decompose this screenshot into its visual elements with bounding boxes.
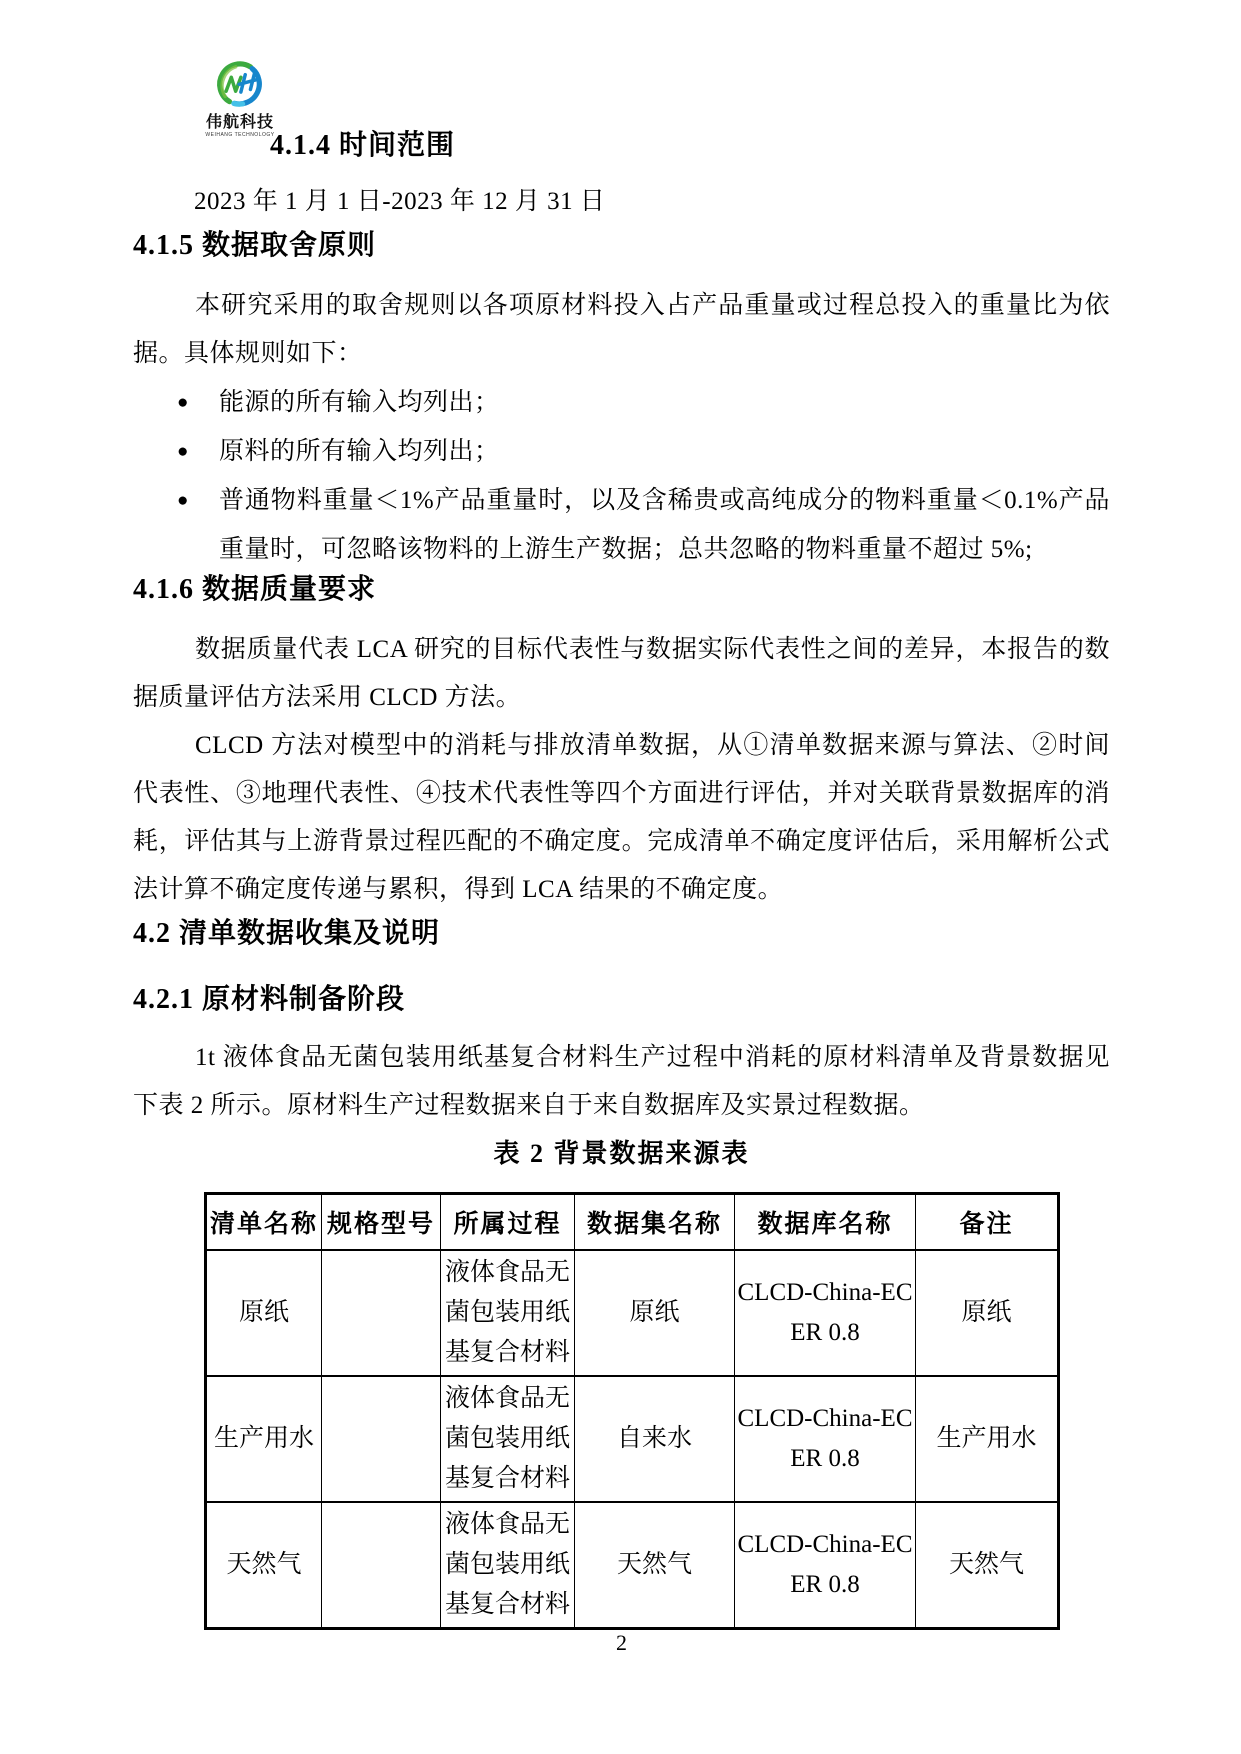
table-cell: CLCD-China-ECER 0.8 <box>735 1250 916 1376</box>
table-header-row <box>206 1194 1059 1251</box>
column-header: 所属过程 <box>441 1194 575 1251</box>
table-cell: 天然气 <box>916 1502 1059 1629</box>
table-cell: 原纸 <box>916 1250 1059 1376</box>
paragraph-cutoff-rules: 本研究采用的取舍规则以各项原材料投入占产品重量或过程总投入的重量比为依据。具体规则如下： <box>133 292 1110 367</box>
table-cell <box>322 1376 441 1502</box>
bullet-icon: ● <box>177 490 189 511</box>
list-item <box>133 476 1110 574</box>
weihang-logo-icon <box>213 58 267 114</box>
column-header: 数据库名称 <box>735 1194 916 1251</box>
section-heading-4-2-1: 4.2.1 原材料制备阶段 <box>133 984 406 1015</box>
table-cell: CLCD-China-ECER 0.8 <box>735 1502 916 1629</box>
cutoff-rules-list <box>133 378 1110 574</box>
column-header: 清单名称 <box>206 1194 322 1251</box>
bullet-icon: ● <box>177 392 189 413</box>
table-row <box>206 1502 1059 1629</box>
section-heading-4-1-4: 4.1.4 时间范围 <box>270 130 456 161</box>
table-cell: 天然气 <box>206 1502 322 1629</box>
table-row <box>206 1250 1059 1376</box>
list-item <box>133 427 1110 476</box>
column-header: 数据集名称 <box>575 1194 735 1251</box>
company-logo <box>194 58 286 139</box>
section-heading-4-1-6: 4.1.6 数据质量要求 <box>133 574 377 605</box>
table-cell: 天然气 <box>575 1502 735 1629</box>
column-header: 备注 <box>916 1194 1059 1251</box>
table-cell: 生产用水 <box>206 1376 322 1502</box>
date-range-text: 2023 年 1 月 1 日-2023 年 12 月 31 日 <box>194 188 606 215</box>
list-item-text: 原料的所有输入均列出； <box>219 438 500 465</box>
table-cell <box>322 1502 441 1629</box>
section-heading-4-1-5: 4.1.5 数据取舍原则 <box>133 230 377 261</box>
table-cell: CLCD-China-ECER 0.8 <box>735 1376 916 1502</box>
list-item-text: 能源的所有输入均列出； <box>219 389 500 416</box>
table-cell <box>322 1250 441 1376</box>
paragraph-data-quality-2: CLCD 方法对模型中的消耗与排放清单数据，从①清单数据来源与算法、②时间代表性、③地理代表性、④技术代表性等四个方面进行评估，并对关联背景数据库的消耗，评估其与上游背景过程匹配的不确定度。完成清单不确定度评估后，采用解析公式法计算不确定度传递与累积，得到 LCA 结果的不确定度。 <box>133 732 1110 903</box>
table-cell: 生产用水 <box>916 1376 1059 1502</box>
list-item-text: 普通物料重量＜1%产品重量时，以及含稀贵或高纯成分的物料重量＜0.1%产品重量时，可忽略该物料的上游生产数据；总共忽略的物料重量不超过 5%; <box>219 487 1110 563</box>
table-cell: 原纸 <box>206 1250 322 1376</box>
list-item <box>133 378 1110 427</box>
page-number: 2 <box>616 1630 627 1655</box>
table-cell: 液体食品无菌包装用纸基复合材料 <box>441 1502 575 1629</box>
paragraph-data-quality-1: 数据质量代表 LCA 研究的目标代表性与数据实际代表性之间的差异，本报告的数据质量评估方法采用 CLCD 方法。 <box>133 636 1110 711</box>
table-caption: 表 2 背景数据来源表 <box>493 1139 750 1168</box>
table-cell: 原纸 <box>575 1250 735 1376</box>
paragraph-raw-material: 1t 液体食品无菌包装用纸基复合材料生产过程中消耗的原材料清单及背景数据见下表 2 所示。原材料生产过程数据来自于来自数据库及实景过程数据。 <box>133 1044 1110 1119</box>
column-header: 规格型号 <box>322 1194 441 1251</box>
section-heading-4-2: 4.2 清单数据收集及说明 <box>133 918 441 949</box>
table-cell: 液体食品无菌包装用纸基复合材料 <box>441 1376 575 1502</box>
table-cell: 自来水 <box>575 1376 735 1502</box>
bullet-icon: ● <box>177 441 189 462</box>
company-name: 伟航科技 <box>205 114 274 131</box>
company-name-en: WEIHANG TECHNOLOGY <box>205 132 275 138</box>
table-row <box>206 1376 1059 1502</box>
table-cell: 液体食品无菌包装用纸基复合材料 <box>441 1250 575 1376</box>
background-data-source-table <box>204 1192 1060 1630</box>
